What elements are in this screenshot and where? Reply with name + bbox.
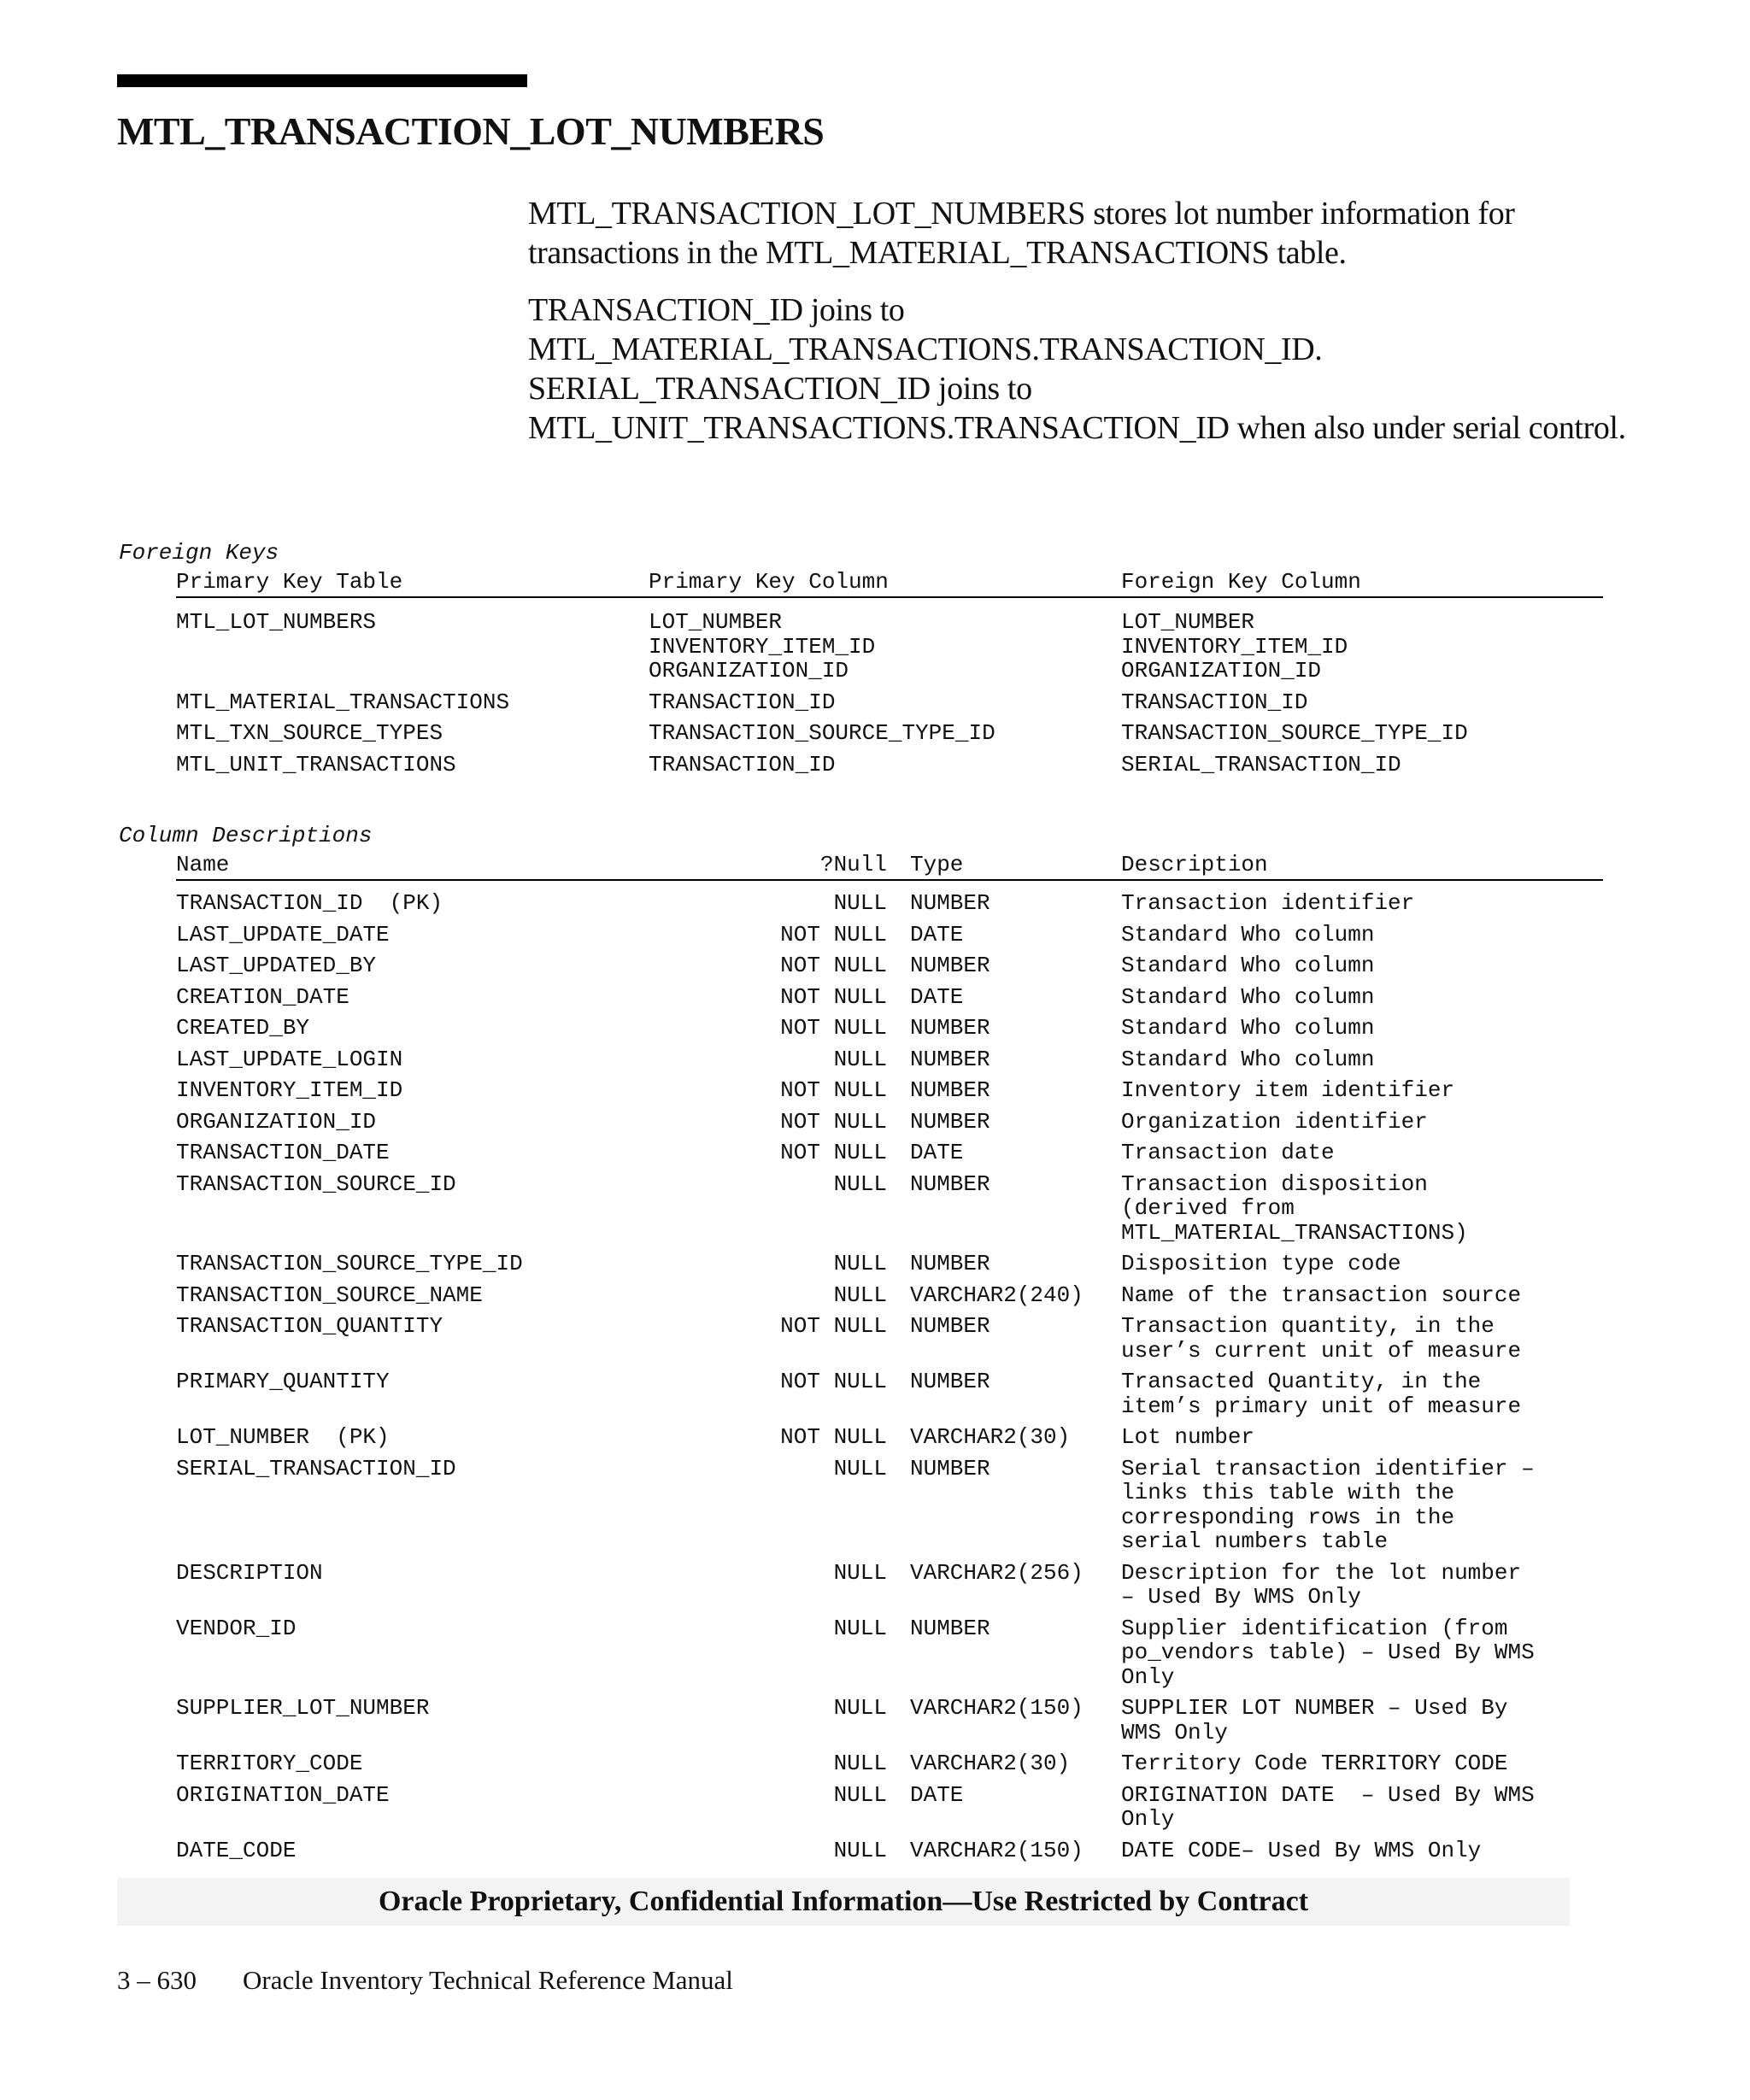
- column-description-cell: Transacted Quantity, in the item’s primary unit of measure: [1121, 1369, 1522, 1419]
- column-name-cell: TRANSACTION_SOURCE_ID: [176, 1170, 456, 1197]
- column-name-cell: LOT_NUMBER (PK): [176, 1424, 390, 1450]
- column-description-cell: Transaction quantity, in the user’s current unit of measure: [1121, 1313, 1522, 1364]
- table-row: [176, 1839, 1603, 1863]
- column-descriptions-table: [176, 852, 1603, 1862]
- column-null-cell: NULL: [833, 1455, 887, 1481]
- column-type-cell: NUMBER: [910, 1313, 990, 1339]
- column-null-cell: NOT NULL: [780, 953, 887, 978]
- column-null-cell: NULL: [833, 1837, 887, 1863]
- table-row: [176, 1172, 1603, 1246]
- column-description-cell: SUPPLIER LOT NUMBER – Used By WMS Only: [1121, 1695, 1508, 1745]
- column-description-cell: Description for the lot number – Used By WMS Only: [1121, 1559, 1522, 1610]
- column-description-cell: Standard Who column: [1121, 1015, 1375, 1041]
- column-name-cell: TRANSACTION_ID (PK): [176, 890, 443, 916]
- column-name-cell: TRANSACTION_SOURCE_NAME: [176, 1282, 483, 1308]
- column-description-cell: Standard Who column: [1121, 921, 1375, 947]
- column-type-cell: DATE: [910, 1781, 964, 1808]
- fk-foreign-column-cell: LOT_NUMBER INVENTORY_ITEM_ID ORGANIZATION_ID: [1121, 609, 1348, 683]
- table-row: [176, 1783, 1603, 1832]
- column-name-cell: LAST_UPDATED_BY: [176, 953, 377, 978]
- column-type-cell: NUMBER: [910, 1170, 990, 1197]
- table-row: [176, 953, 1603, 978]
- top-rule: [117, 74, 527, 87]
- column-type-cell: NUMBER: [910, 1046, 990, 1072]
- header-primary-key-table: Primary Key Table: [176, 569, 403, 595]
- column-type-cell: VARCHAR2(150): [910, 1695, 1083, 1721]
- column-type-cell: NUMBER: [910, 1108, 990, 1135]
- column-null-cell: NULL: [833, 1282, 887, 1308]
- column-null-cell: NOT NULL: [780, 1077, 887, 1103]
- column-null-cell: NULL: [833, 1695, 887, 1721]
- page-number: 3 – 630: [117, 1965, 197, 1995]
- confidential-notice: Oracle Proprietary, Confidential Information––Use Restricted by Contract: [117, 1878, 1570, 1926]
- column-null-cell: NULL: [833, 1781, 887, 1808]
- column-name-cell: ORGANIZATION_ID: [176, 1108, 377, 1135]
- column-type-cell: NUMBER: [910, 1455, 990, 1481]
- column-name-cell: CREATED_BY: [176, 1015, 310, 1041]
- fk-foreign-column-cell: SERIAL_TRANSACTION_ID: [1121, 751, 1401, 777]
- table-row: [176, 721, 1603, 746]
- table-row: [176, 690, 1603, 715]
- column-description-cell: Disposition type code: [1121, 1251, 1401, 1276]
- column-description-cell: Inventory item identifier: [1121, 1077, 1455, 1103]
- table-row: [176, 1110, 1603, 1135]
- table-row: [176, 1016, 1603, 1041]
- header-foreign-key-column: Foreign Key Column: [1121, 569, 1361, 595]
- column-descriptions-body: [176, 891, 1603, 1862]
- column-name-cell: ORIGINATION_DATE: [176, 1781, 390, 1808]
- table-row: [176, 1616, 1603, 1690]
- column-null-cell: NULL: [833, 1751, 887, 1776]
- column-null-cell: NOT NULL: [780, 921, 887, 947]
- column-null-cell: NULL: [833, 890, 887, 916]
- fk-table-cell: MTL_LOT_NUMBERS: [176, 609, 377, 635]
- table-row: [176, 1141, 1603, 1165]
- foreign-keys-body: [176, 610, 1603, 777]
- column-type-cell: NUMBER: [910, 890, 990, 916]
- column-description-cell: Supplier identification (from po_vendors table) – Used By WMS Only: [1121, 1615, 1535, 1690]
- column-name-cell: DATE_CODE: [176, 1837, 297, 1863]
- column-name-cell: VENDOR_ID: [176, 1615, 297, 1641]
- fk-table-cell: MTL_TXN_SOURCE_TYPES: [176, 720, 443, 746]
- foreign-keys-header: [176, 569, 1603, 598]
- table-row: [176, 1314, 1603, 1363]
- fk-primary-column-cell: TRANSACTION_ID: [649, 751, 836, 777]
- column-type-cell: NUMBER: [910, 1369, 990, 1394]
- column-name-cell: TRANSACTION_DATE: [176, 1140, 390, 1165]
- column-type-cell: NUMBER: [910, 1251, 990, 1276]
- header-name: Name: [176, 852, 230, 877]
- column-description-cell: Lot number: [1121, 1424, 1255, 1450]
- table-row: [176, 1425, 1603, 1450]
- column-null-cell: NOT NULL: [780, 1108, 887, 1135]
- table-row: [176, 1751, 1603, 1776]
- foreign-keys-label: Foreign Keys: [119, 540, 279, 566]
- fk-table-cell: MTL_UNIT_TRANSACTIONS: [176, 751, 456, 777]
- fk-foreign-column-cell: TRANSACTION_ID: [1121, 689, 1308, 715]
- column-description-cell: ORIGINATION DATE – Used By WMS Only: [1121, 1781, 1535, 1832]
- table-row: [176, 923, 1603, 947]
- column-null-cell: NULL: [833, 1559, 887, 1586]
- column-description-cell: Transaction disposition (derived from MTL_MATERIAL_TRANSACTIONS): [1121, 1170, 1468, 1246]
- column-name-cell: TRANSACTION_QUANTITY: [176, 1313, 443, 1339]
- fk-primary-column-cell: LOT_NUMBER INVENTORY_ITEM_ID ORGANIZATION_ID: [649, 609, 876, 683]
- table-row: [176, 1078, 1603, 1103]
- column-name-cell: LAST_UPDATE_LOGIN: [176, 1046, 403, 1072]
- table-row: [176, 891, 1603, 916]
- column-name-cell: SERIAL_TRANSACTION_ID: [176, 1455, 456, 1481]
- column-type-cell: NUMBER: [910, 1077, 990, 1103]
- column-null-cell: NOT NULL: [780, 1369, 887, 1394]
- fk-foreign-column-cell: TRANSACTION_SOURCE_TYPE_ID: [1121, 720, 1468, 746]
- column-description-cell: Organization identifier: [1121, 1108, 1428, 1135]
- column-description-cell: Standard Who column: [1121, 953, 1375, 978]
- column-type-cell: NUMBER: [910, 1015, 990, 1041]
- column-null-cell: NOT NULL: [780, 1140, 887, 1165]
- column-type-cell: VARCHAR2(240): [910, 1282, 1083, 1308]
- page-title: MTL_TRANSACTION_LOT_NUMBERS: [117, 109, 825, 153]
- column-null-cell: NOT NULL: [780, 983, 887, 1010]
- table-row: [176, 1696, 1603, 1745]
- column-name-cell: DESCRIPTION: [176, 1559, 323, 1586]
- column-name-cell: INVENTORY_ITEM_ID: [176, 1077, 403, 1103]
- intro-paragraph: MTL_TRANSACTION_LOT_NUMBERS stores lot number information for transactions in the MTL_MATERIAL_TRANSACTIONS table.: [528, 196, 1515, 271]
- fk-primary-column-cell: TRANSACTION_SOURCE_TYPE_ID: [649, 720, 995, 746]
- header-primary-key-column: Primary Key Column: [649, 569, 889, 595]
- column-null-cell: NOT NULL: [780, 1313, 887, 1339]
- table-row: [176, 1252, 1603, 1276]
- column-name-cell: LAST_UPDATE_DATE: [176, 921, 390, 947]
- column-name-cell: CREATION_DATE: [176, 983, 349, 1010]
- column-name-cell: SUPPLIER_LOT_NUMBER: [176, 1695, 430, 1721]
- column-description-cell: Serial transaction identifier – links this table with the corresponding rows in the serial numbers table: [1121, 1455, 1535, 1554]
- column-description-cell: DATE CODE– Used By WMS Only: [1121, 1837, 1482, 1863]
- column-type-cell: NUMBER: [910, 953, 990, 978]
- column-name-cell: TRANSACTION_SOURCE_TYPE_ID: [176, 1251, 523, 1276]
- column-type-cell: DATE: [910, 983, 964, 1010]
- column-type-cell: VARCHAR2(30): [910, 1424, 1071, 1450]
- column-description-cell: Transaction identifier: [1121, 890, 1415, 916]
- table-row: [176, 610, 1603, 683]
- table-row: [176, 1047, 1603, 1072]
- table-row: [176, 753, 1603, 777]
- header-description: Description: [1121, 852, 1268, 877]
- column-type-cell: VARCHAR2(30): [910, 1751, 1071, 1776]
- column-descriptions-header: Name Null? Type Description: [176, 852, 1603, 881]
- column-description-cell: Transaction date: [1121, 1140, 1335, 1165]
- column-null-cell: NULL: [833, 1615, 887, 1641]
- column-null-cell: NULL: [833, 1170, 887, 1197]
- intro-paragraph: TRANSACTION_ID joins to MTL_MATERIAL_TRANSACTIONS.TRANSACTION_ID. SERIAL_TRANSACTION_ID joins to MTL_UNIT_TRANSACTIONS.TRANSACTION_ID when also under serial control.: [528, 292, 1626, 446]
- table-row: [176, 1457, 1603, 1554]
- column-null-cell: NULL: [833, 1046, 887, 1072]
- table-row: [176, 1370, 1603, 1418]
- column-descriptions-label: Column Descriptions: [119, 823, 373, 848]
- column-description-cell: Standard Who column: [1121, 1046, 1375, 1072]
- column-type-cell: DATE: [910, 1140, 964, 1165]
- header-type: Type: [910, 852, 964, 877]
- column-null-cell: NOT NULL: [780, 1424, 887, 1450]
- column-type-cell: DATE: [910, 921, 964, 947]
- fk-primary-column-cell: TRANSACTION_ID: [649, 689, 836, 715]
- table-row: [176, 985, 1603, 1010]
- column-description-cell: Standard Who column: [1121, 983, 1375, 1010]
- column-type-cell: NUMBER: [910, 1615, 990, 1641]
- column-name-cell: TERRITORY_CODE: [176, 1751, 363, 1776]
- column-null-cell: NOT NULL: [780, 1015, 887, 1041]
- column-description-cell: Territory Code TERRITORY CODE: [1121, 1751, 1508, 1776]
- foreign-keys-table: [176, 569, 1603, 777]
- manual-title: Oracle Inventory Technical Reference Manual: [243, 1965, 733, 1995]
- column-description-cell: Name of the transaction source: [1121, 1282, 1522, 1308]
- table-row: [176, 1283, 1603, 1308]
- table-row: [176, 1561, 1603, 1610]
- column-type-cell: VARCHAR2(256): [910, 1559, 1083, 1586]
- fk-table-cell: MTL_MATERIAL_TRANSACTIONS: [176, 689, 510, 715]
- column-null-cell: NULL: [833, 1251, 887, 1276]
- column-type-cell: VARCHAR2(150): [910, 1837, 1083, 1863]
- column-name-cell: PRIMARY_QUANTITY: [176, 1369, 390, 1394]
